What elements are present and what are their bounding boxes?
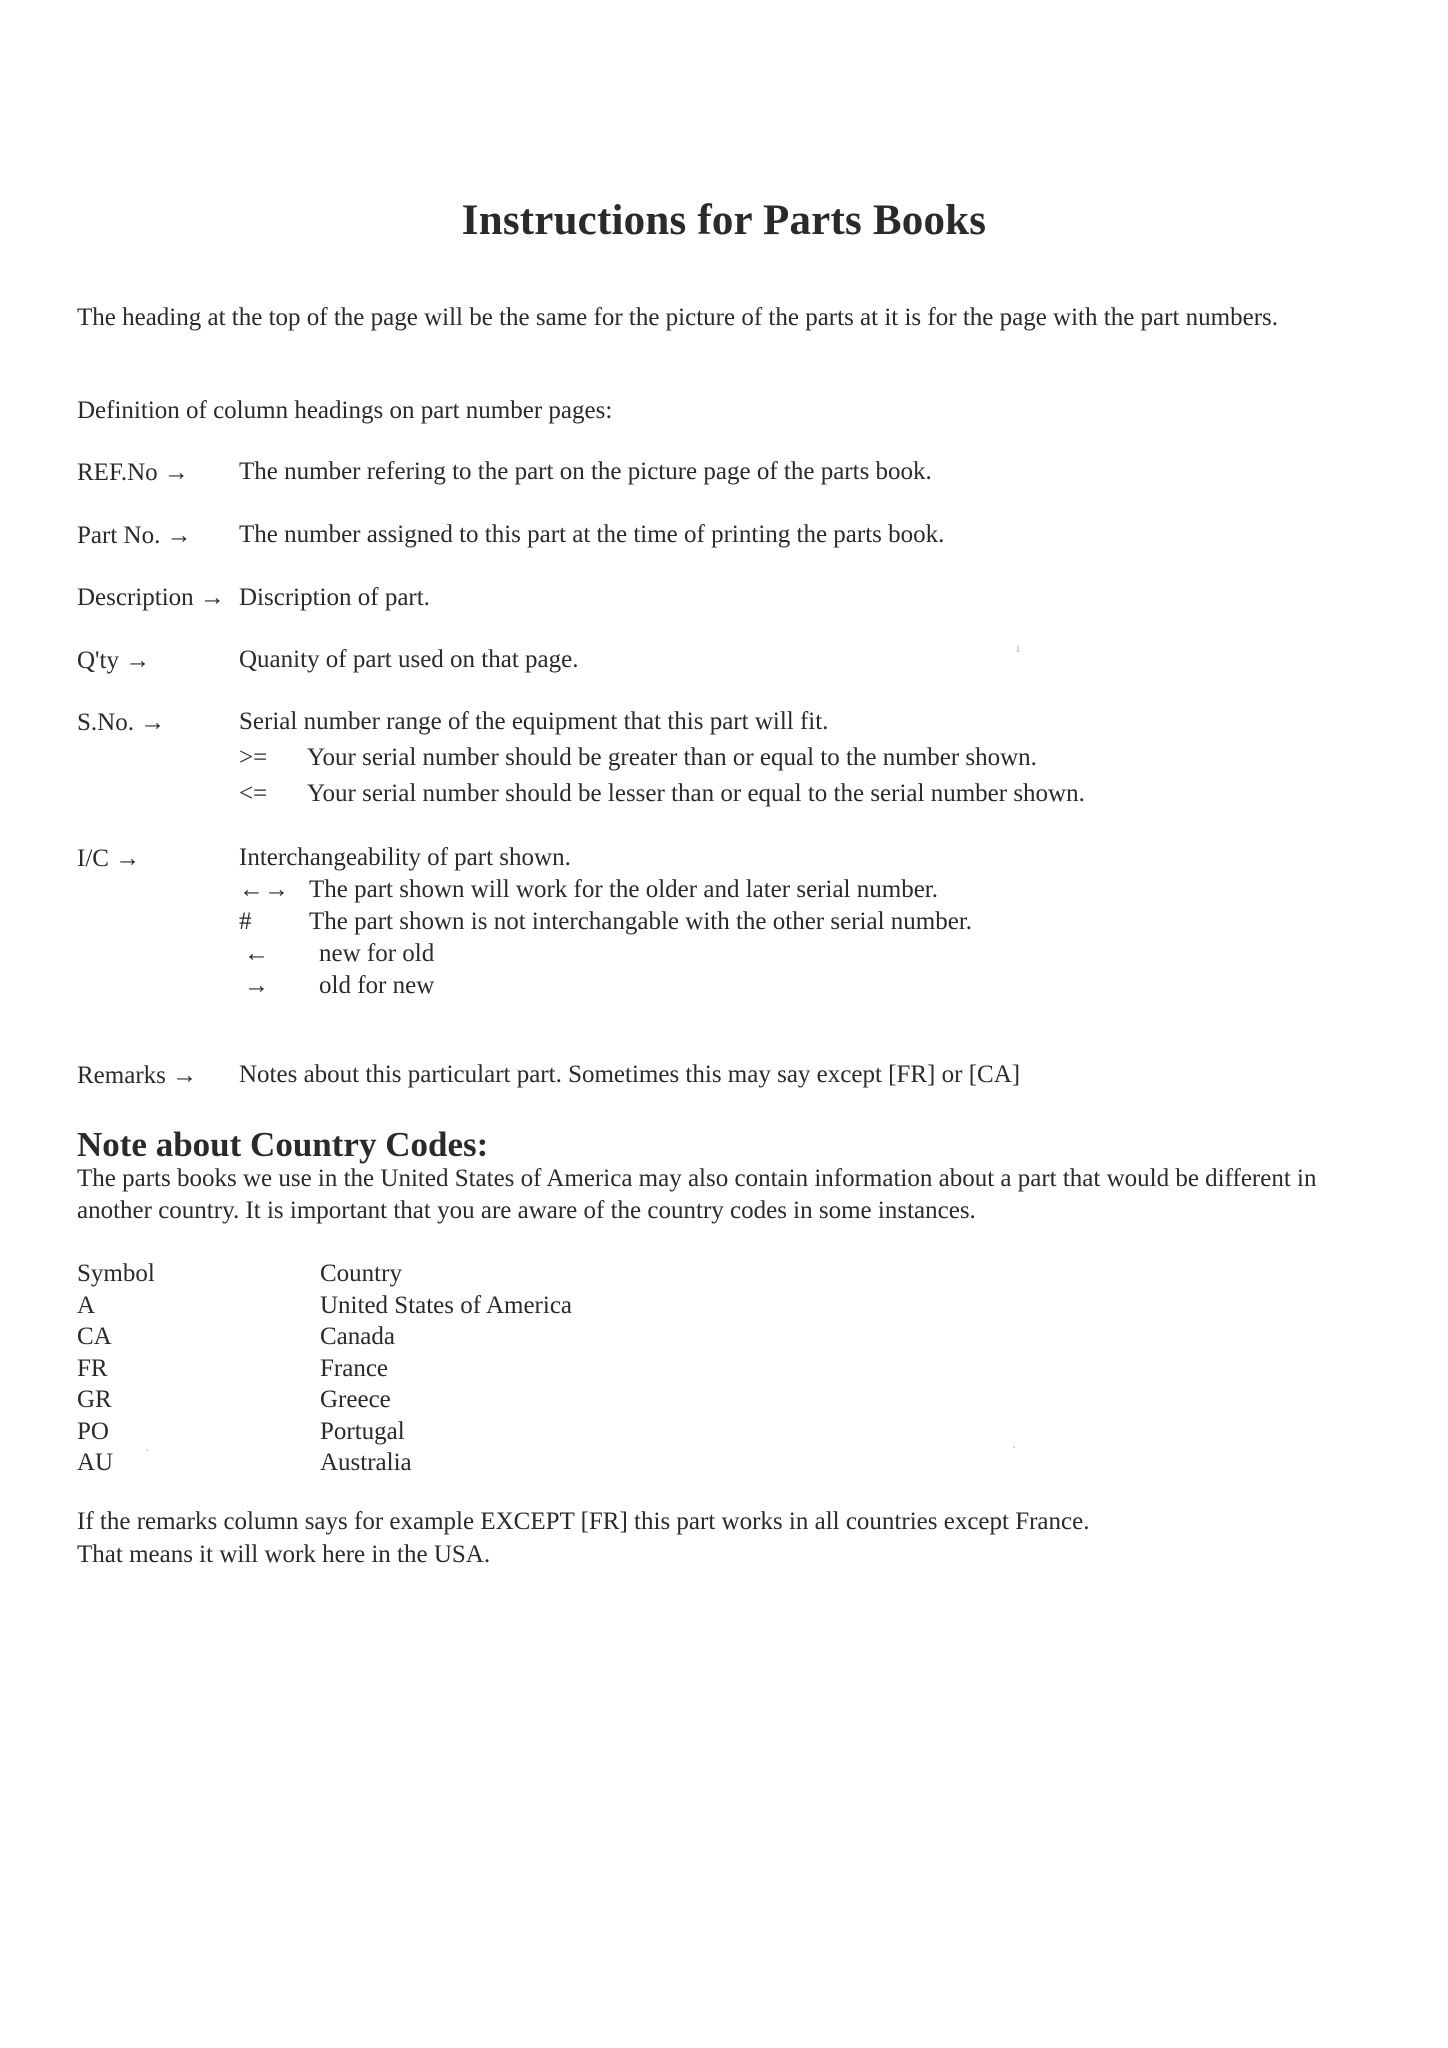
country-symbol: A <box>77 1291 96 1319</box>
ic-item-text: The part shown is not interchangable with the other serial number. <box>309 908 973 935</box>
less-equal-symbol: <= <box>239 780 268 807</box>
hash-symbol: # <box>239 908 252 935</box>
ic-item-text: The part shown will work for the older and later serial number. <box>309 876 938 903</box>
term-serial-no: S.No. → <box>77 709 166 736</box>
country-codes-heading: Note about Country Codes: <box>77 1125 489 1164</box>
country-codes-table <box>77 1258 572 1479</box>
table-row <box>77 1353 572 1385</box>
table-row <box>77 1321 572 1353</box>
term-interchangeability: I/C → <box>77 845 141 872</box>
country-symbol: GR <box>77 1386 112 1413</box>
serial-no-item-text: Your serial number should be lesser than or equal to the serial number shown. <box>307 780 1085 807</box>
ic-item-text: new for old <box>319 940 435 967</box>
ic-description: Interchangeability of part shown. <box>239 844 571 871</box>
ic-item-text: old for new <box>319 972 435 999</box>
ic-item <box>239 874 972 906</box>
term-remarks: Remarks → <box>77 1062 198 1089</box>
intro-paragraph: The heading at the top of the page will be the same for the picture of the parts at it is for the page with the part numbers. <box>77 304 1279 331</box>
definition-ref-no: The number refering to the part on the picture page of the parts book. <box>239 458 932 485</box>
scan-speck: · <box>145 1444 150 1459</box>
table-row <box>77 1416 572 1448</box>
ic-item <box>239 906 972 938</box>
scan-speck: · <box>1012 1441 1017 1456</box>
term-ref-no: REF.No → <box>77 459 189 486</box>
definition-heading: Definition of column headings on part number pages: <box>77 397 613 424</box>
ic-item <box>239 938 972 970</box>
country-name: Australia <box>320 1449 412 1476</box>
country-symbol: AU <box>77 1449 114 1476</box>
right-arrow-icon: → <box>244 972 269 999</box>
term-qty: Q'ty → <box>77 647 151 674</box>
greater-equal-symbol: >= <box>239 744 268 771</box>
serial-no-item <box>239 776 1085 812</box>
country-name: France <box>320 1354 389 1382</box>
table-header-country: Country <box>320 1260 402 1287</box>
footer-text <box>77 1505 1089 1571</box>
term-description: Description → <box>77 584 225 611</box>
ic-item <box>239 970 972 1002</box>
table-header-row <box>77 1258 572 1290</box>
country-name: United States of America <box>320 1291 573 1319</box>
scan-speck: ı <box>1016 641 1020 656</box>
serial-no-item-text: Your serial number should be greater than or equal to the number shown. <box>307 744 1037 771</box>
page-title: Instructions for Parts Books <box>461 197 987 244</box>
country-codes-note: The parts books we use in the United States of America may also contain information about a part that would be different in another country. It is important that you are aware of the country codes in some instances. <box>77 1165 1317 1224</box>
country-symbol: FR <box>77 1354 108 1382</box>
country-name: Greece <box>320 1386 391 1413</box>
definition-qty: Quanity of part used on that page. <box>239 646 579 673</box>
footer-line: That means it will work here in the USA. <box>77 1541 491 1568</box>
country-name: Portugal <box>320 1417 405 1445</box>
country-symbol: CA <box>77 1323 112 1350</box>
definition-remarks: Notes about this particulart part. Sometimes this may say except [FR] or [CA] <box>239 1061 1021 1088</box>
double-arrow-icon: ←→ <box>239 876 289 903</box>
definition-serial-no <box>239 704 1085 812</box>
definition-interchangeability <box>239 842 972 1002</box>
country-name: Canada <box>320 1323 395 1350</box>
table-row <box>77 1384 572 1416</box>
table-header-symbol: Symbol <box>77 1260 155 1287</box>
definition-part-no: The number assigned to this part at the time of printing the parts book. <box>239 521 945 548</box>
serial-no-item <box>239 740 1085 776</box>
table-row <box>77 1447 572 1479</box>
serial-no-description: Serial number range of the equipment that this part will fit. <box>239 708 829 735</box>
table-row <box>77 1290 572 1322</box>
left-arrow-icon: ← <box>244 940 269 967</box>
country-symbol: PO <box>77 1417 109 1445</box>
term-part-no: Part No. → <box>77 522 192 549</box>
definition-description: Discription of part. <box>239 584 430 611</box>
footer-line: If the remarks column says for example EXCEPT [FR] this part works in all countries except France. <box>77 1508 1090 1535</box>
